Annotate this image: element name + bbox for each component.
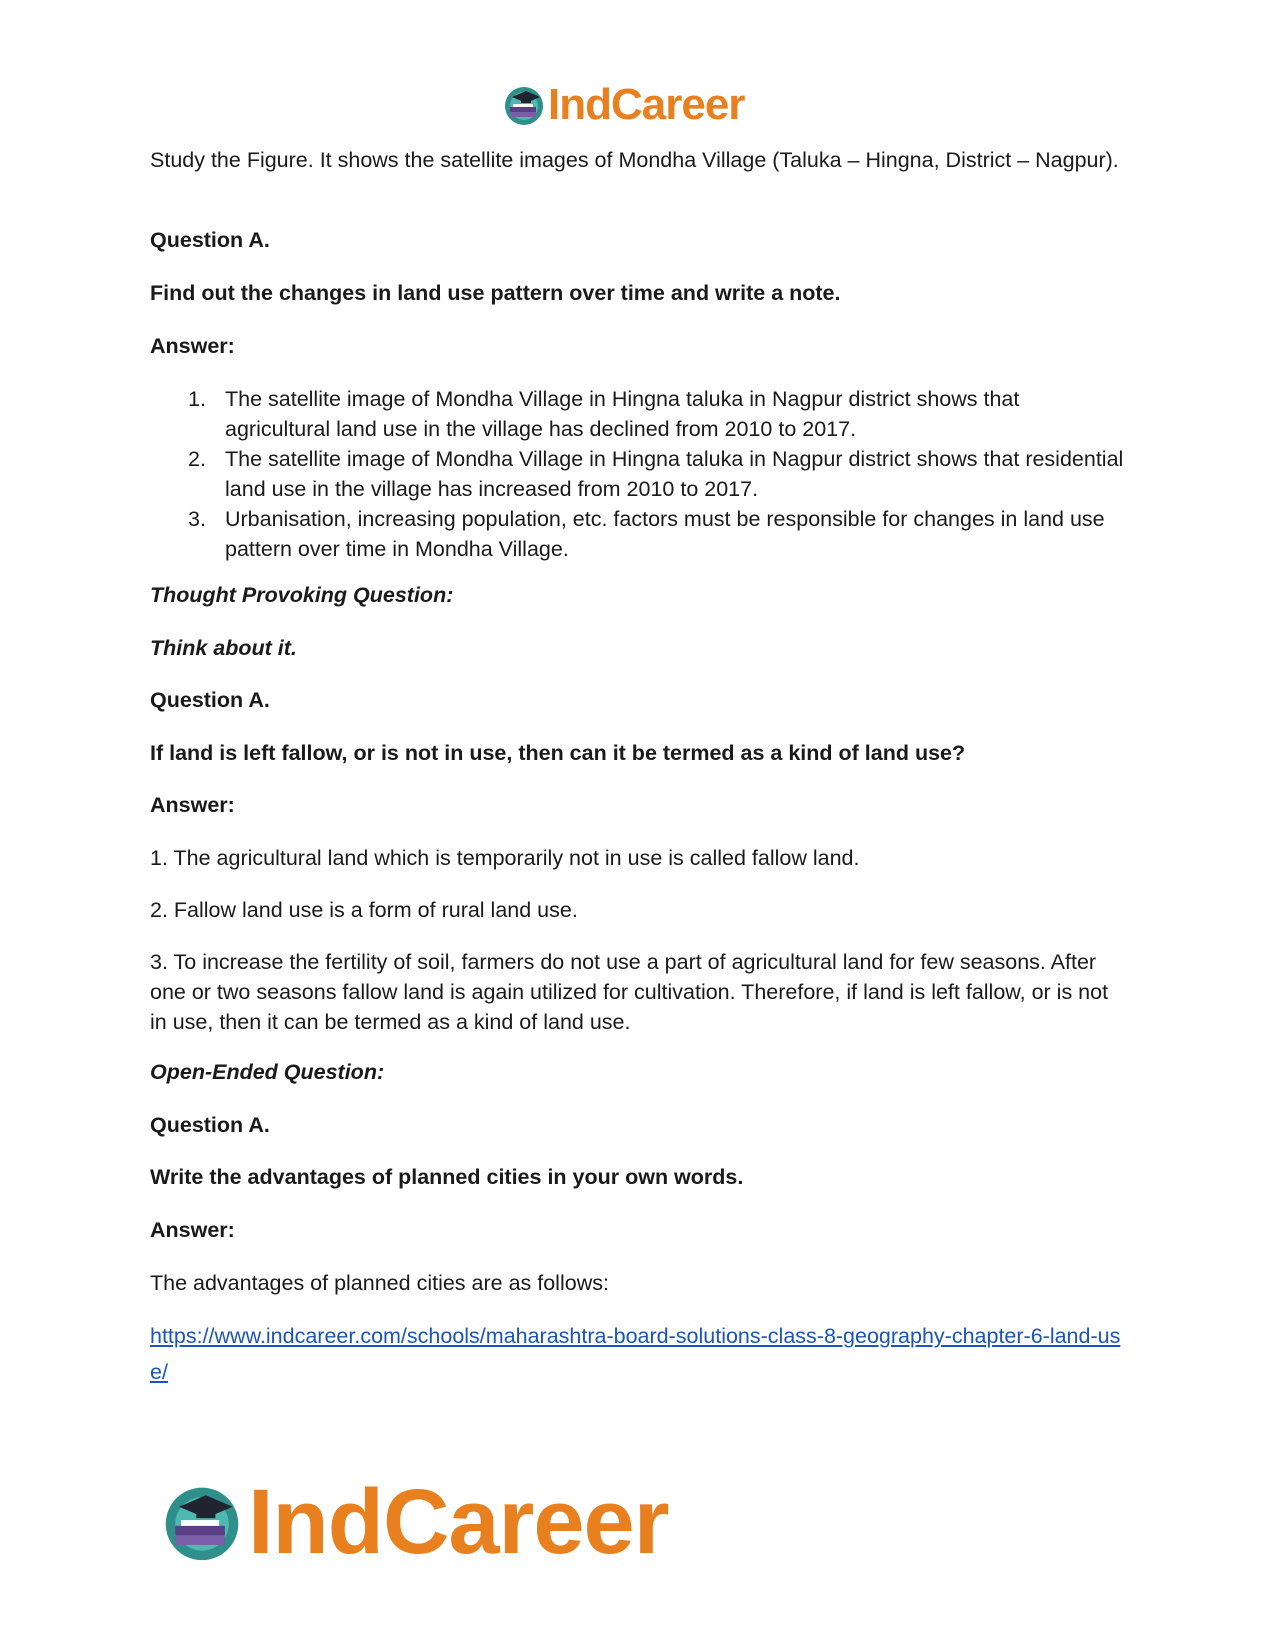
section1-answer-list [150, 384, 1130, 564]
list-item-number: 1. [188, 387, 206, 411]
list-item [150, 504, 1130, 564]
header-logo [502, 78, 744, 132]
section2-subheading: Think about it. [150, 636, 297, 660]
list-item [150, 444, 1130, 504]
source-link[interactable]: https://www.indcareer.com/schools/maharashtra-board-solutions-class-8-geography-chapter-6-land-use/ [150, 1324, 1121, 1384]
section3-answer-intro: The advantages of planned cities are as follows: [150, 1271, 609, 1295]
section2-point-1: 1. The agricultural land which is temporarily not in use is called fallow land. [150, 846, 860, 870]
list-item-number: 3. [188, 507, 206, 531]
section3-question: Write the advantages of planned cities in your own words. [150, 1165, 744, 1189]
section3-question-label: Question A. [150, 1113, 270, 1137]
section2-question-label: Question A. [150, 688, 270, 712]
graduation-cap-globe-icon [502, 83, 546, 127]
section2-heading: Thought Provoking Question: [150, 583, 454, 607]
section2-point-3: 3. To increase the fertility of soil, farmers do not use a part of agricultural land for few seasons. After one or two seasons fallow land is again utilized for cultivation. Therefore, if land is left fallow, or is not in use, then it can be termed as a kind of land use. [150, 950, 1109, 1034]
section2-answer-label: Answer: [150, 793, 235, 817]
list-item-number: 2. [188, 447, 206, 471]
list-item-text: Urbanisation, increasing population, etc. factors must be responsible for changes in land use pattern over time in Mondha Village. [225, 507, 1105, 561]
list-item-text: The satellite image of Mondha Village in Hingna taluka in Nagpur district shows that agricultural land use in the village has declined from 2010 to 2017. [225, 387, 1020, 441]
section2-question: If land is left fallow, or is not in use, then can it be termed as a kind of land use? [150, 741, 966, 765]
footer-logo [160, 1470, 669, 1574]
section1-question: Find out the changes in land use pattern over time and write a note. [150, 281, 841, 305]
section1-answer-label: Answer: [150, 334, 235, 358]
list-item-text: The satellite image of Mondha Village in Hingna taluka in Nagpur district shows that residential land use in the village has increased from 2010 to 2017. [225, 447, 1124, 501]
section3-answer-label: Answer: [150, 1218, 235, 1242]
header-logo-text: IndCareer [548, 80, 745, 129]
graduation-cap-globe-icon [160, 1480, 244, 1564]
intro-text: Study the Figure. It shows the satellite images of Mondha Village (Taluka – Hingna, District – Nagpur). [150, 148, 1119, 172]
section2-point-2: 2. Fallow land use is a form of rural land use. [150, 898, 578, 922]
footer-logo-text: IndCareer [248, 1471, 669, 1573]
section1-question-label: Question A. [150, 228, 270, 252]
list-item [150, 384, 1130, 444]
section3-heading: Open-Ended Question: [150, 1060, 385, 1084]
